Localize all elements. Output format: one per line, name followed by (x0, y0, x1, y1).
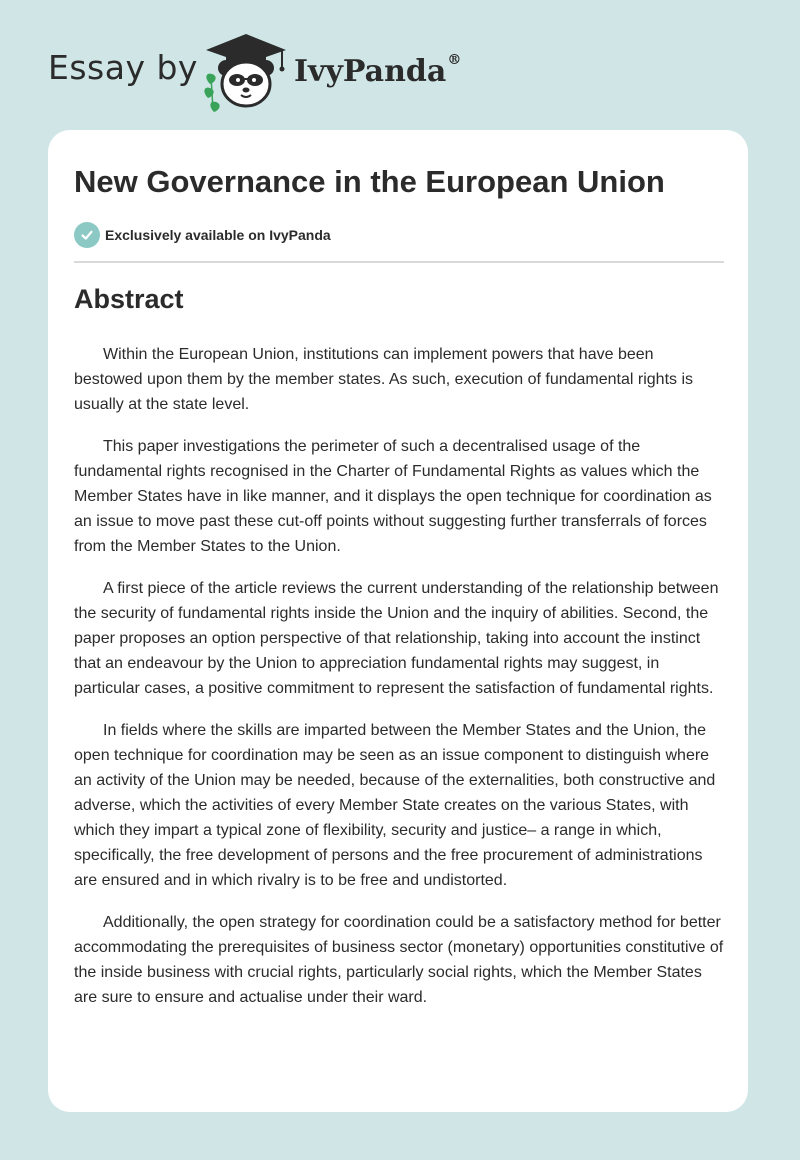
paragraph: This paper investigations the perimeter of such a decentralised usage of the fundamental rights recognised in the Charter of Fundamental Rights as values which the Member States have in like manner, and it displays the open technique for coordination as an issue to move past these cut-off points without suggesting further transferrals of forces from the Member States to the Union. (74, 438, 712, 555)
paragraph: A first piece of the article reviews the current understanding of the relationship between the security of fundamental rights inside the Union and the inquiry of abilities. Second, the paper proposes an option perspective of that relationship, taking into account the instinct that an endeavour by the Union to appreciation fundamental rights may suggest, in particular cases, a positive commitment to represent the satisfaction of fundamental rights. (74, 580, 719, 697)
paragraph: In fields where the skills are imparted between the Member States and the Union, the open technique for coordination may be seen as an issue component to distinguish where an activity of the Union may be needed, because of the externalities, both constructive and adverse, which the activities of every Member State creates on the various States, with which they impart a typical zone of flexibility, security and justice– a range in which, specifically, the free development of persons and the free procurement of administrations are ensured and in which rivalry is to be free and undistorted. (74, 722, 716, 889)
exclusive-badge (74, 222, 331, 248)
brand-name: IvyPanda (294, 54, 447, 89)
paragraph: Within the European Union, institutions can implement powers that have been bestowed upon them by the member states. As such, execution of fundamental rights is usually at the state level. (74, 346, 694, 413)
check-circle-icon (74, 222, 100, 248)
essay-body (74, 342, 726, 1027)
page-title: New Governance in the European Union (74, 164, 665, 199)
panda-graduate-icon (202, 32, 290, 112)
essay-by-label: Essay by (48, 48, 198, 87)
divider (74, 261, 724, 263)
essay-card (48, 130, 748, 1112)
ivypanda-logo[interactable] (202, 32, 290, 112)
site-header (48, 32, 508, 112)
badge-label: Exclusively available on IvyPanda (105, 227, 331, 243)
paragraph: Additionally, the open strategy for coordination could be a satisfactory method for better accommodating the prerequisites of business sector (monetary) opportunities constitutive of the inside business with crucial rights, particularly social rights, which the Member States are sure to ensure and actualise under their ward. (74, 914, 724, 1006)
registered-mark: ® (447, 52, 462, 68)
ivypanda-brand[interactable] (294, 54, 461, 89)
section-heading: Abstract (74, 284, 184, 314)
